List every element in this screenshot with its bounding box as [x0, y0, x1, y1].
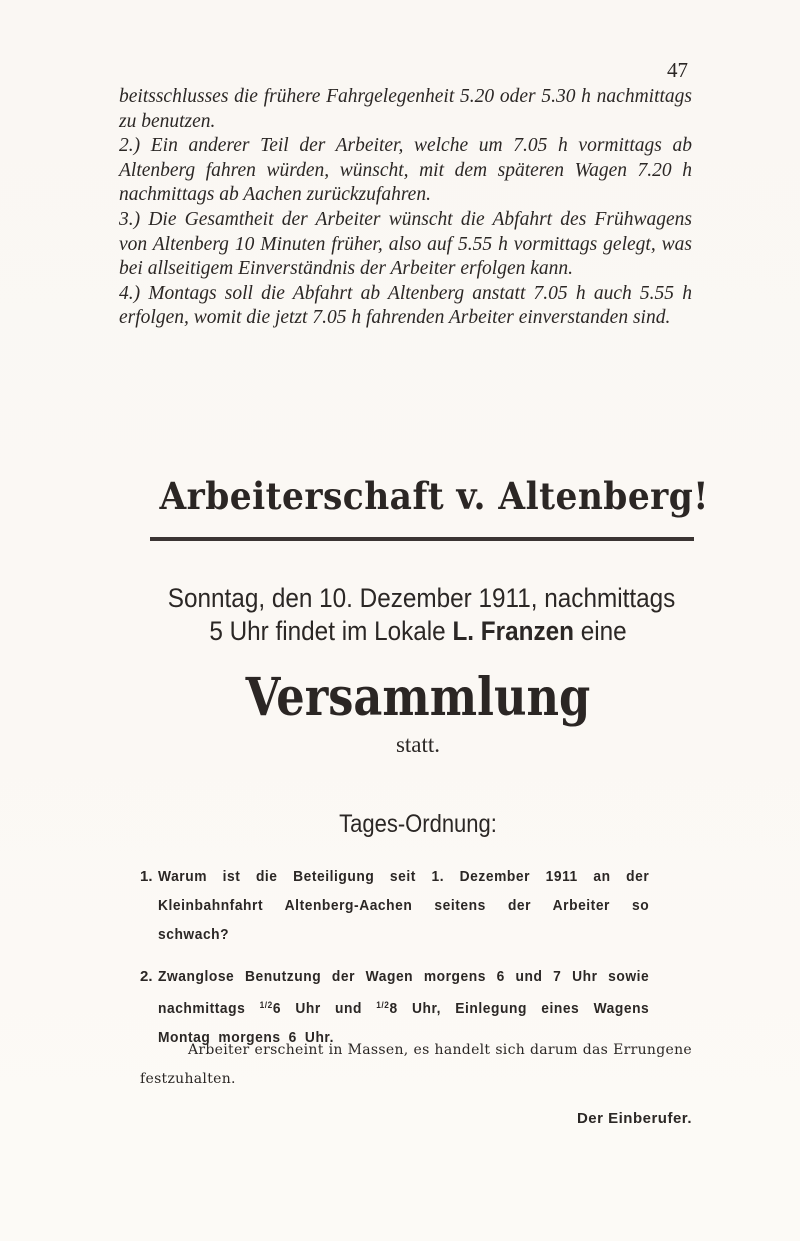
body-paragraph: 2.) Ein anderer Teil der Arbeiter, welche um 7.05 h vormittags ab Altenberg fahren würden, wünscht, mit dem späteren Wagen 7.20 h nachmittags ab Aachen zurückzufahren.: [119, 135, 692, 206]
statt-text: statt.: [395, 732, 441, 757]
body-paragraph: 4.) Montags soll die Abfahrt ab Altenberg anstatt 7.05 h auch 5.55 h erfolgen, womit die jetzt 7.05 h fahrenden Arbeiter einverstanden sind.: [119, 282, 692, 329]
body-paragraph: 3.) Die Gesamtheit der Arbeiter wünscht die Abfahrt des Frühwagens von Altenberg 10 Minuten früher, also auf 5.55 h vormittags gelegt, was bei allseitigem Einverständnis der Arbeiter erfolgen kann.: [119, 208, 692, 280]
announcement: [167, 582, 676, 648]
agenda-text-part: Zwanglose Benutzung der Wagen morgens 6 und 7 Uhr sowie nachmittags: [158, 968, 650, 1017]
announcement-line-2: [168, 615, 668, 648]
agenda-item: [140, 862, 692, 949]
body-text: [119, 85, 692, 331]
agenda-text-part: 6 Uhr und: [272, 1000, 377, 1017]
fraction: 1/2: [376, 1000, 390, 1010]
fraction: 1/2: [259, 1000, 273, 1010]
meeting-notice: [140, 470, 709, 1127]
agenda-title: Tages-Ordnung:: [339, 810, 497, 838]
assembly-title: Versammlung: [245, 667, 591, 728]
agenda-list: [140, 862, 692, 1065]
agenda-item-number: 2.: [140, 968, 153, 985]
notice-headline: Arbeiterschaft v. Altenberg!: [159, 474, 709, 518]
headline-rule: [150, 537, 694, 541]
announcement-text: eine: [573, 616, 627, 646]
closing-paragraph: Arbeiter erscheint in Massen, es handelt sich darum das Errungene festzuhalten.: [140, 1042, 692, 1087]
page-number: 47: [667, 58, 688, 82]
announcement-line-1: Sonntag, den 10. Dezember 1911, nachmittags: [167, 583, 676, 613]
venue-name: L. Franzen: [452, 616, 574, 646]
signature: Der Einberufer.: [576, 1110, 692, 1127]
body-paragraph: beitsschlusses die frühere Fahrgelegenheit 5.20 oder 5.30 h nachmittags zu benutzen.: [119, 86, 692, 132]
closing-text: [140, 1036, 692, 1094]
agenda-item-number: 1.: [140, 868, 153, 885]
agenda-text-part: 8 Uhr, Einlegung eines Wagens Montag morgens 6 Uhr.: [158, 1000, 650, 1046]
announcement-text: 5 Uhr findet im Lokale: [209, 616, 453, 646]
agenda-item-text: Warum ist die Beteiligung seit 1. Dezember 1911 an der Kleinbahnfahrt Altenberg-Aachen seitens der Arbeiter so schwach?: [158, 868, 650, 943]
